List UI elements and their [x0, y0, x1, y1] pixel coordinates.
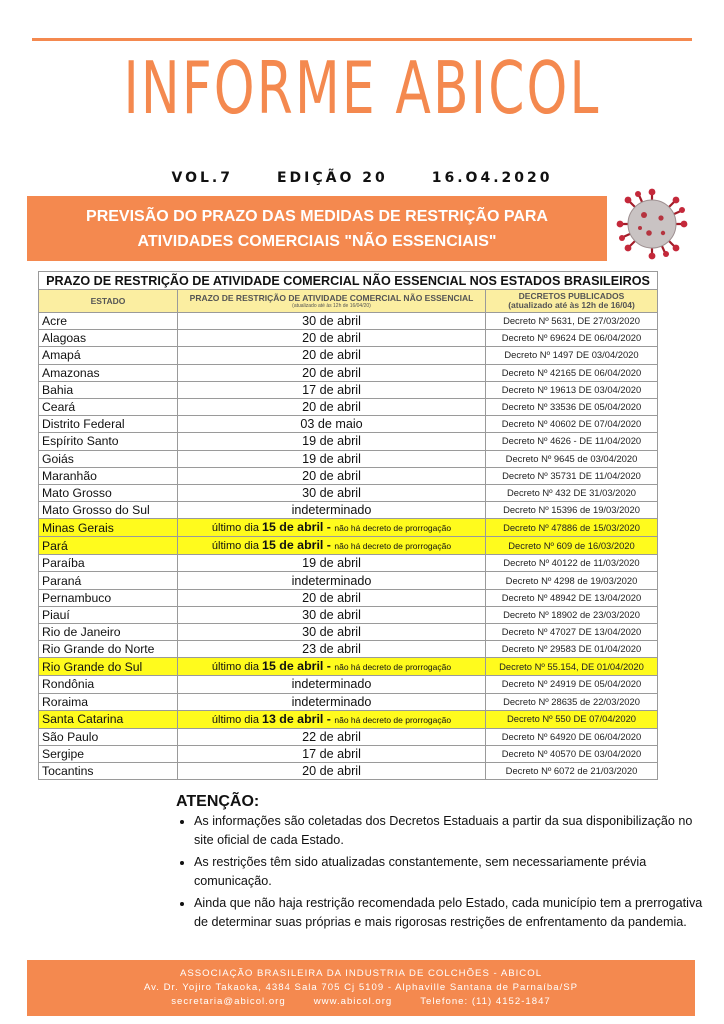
attention-heading: ATENÇÃO: [176, 793, 260, 810]
decree-cell: Decreto Nº 15396 de 19/03/2020 [486, 502, 658, 519]
prazo-cell [178, 537, 486, 555]
decree-cell: Decreto Nº 40570 DE 03/04/2020 [486, 745, 658, 762]
decree-cell: Decreto Nº 47027 DE 13/04/2020 [486, 624, 658, 641]
prazo-cell [178, 745, 486, 762]
prazo-value: indeterminado [291, 677, 372, 692]
prazo-value: 20 de abril [302, 590, 361, 605]
attention-item: • As informações são coletadas dos Decretos Estaduais a partir da sua disponibilização no site oficial de cada Estado. [194, 812, 704, 849]
header-decree: DECRETOS PUBLICADOS (atualizado até às 12h de 16/04) [486, 290, 658, 313]
state-cell: São Paulo [39, 728, 178, 745]
table-row [39, 433, 658, 450]
prazo-cell [178, 313, 486, 330]
prazo-value: 19 de abril [302, 451, 361, 466]
decree-cell: Decreto Nº 64920 DE 06/04/2020 [486, 728, 658, 745]
state-cell: Pará [39, 537, 178, 555]
table-row [39, 502, 658, 519]
prazo-cell [178, 433, 486, 450]
table-row [39, 676, 658, 693]
prazo-value: 20 de abril [302, 468, 361, 483]
prazo-cell [178, 763, 486, 780]
prazo-value: 30 de abril [302, 607, 361, 622]
banner-line-1: PREVISÃO DO PRAZO DAS MEDIDAS DE RESTRIÇÃO PARA [86, 208, 548, 225]
edition-date: 16.O4.2020 [431, 170, 553, 186]
prazo-value: 30 de abril [302, 314, 361, 329]
table-row [39, 710, 658, 728]
attention-item: • Ainda que não haja restrição recomendada pelo Estado, cada município tem a prerrogativa de determinar suas próprias e mais rigorosas restrições de enfrentamento da pandemia. [194, 894, 704, 931]
state-cell: Rio Grande do Sul [39, 658, 178, 676]
state-cell: Piauí [39, 606, 178, 623]
state-cell: Roraima [39, 693, 178, 710]
decree-cell: Decreto Nº 18902 de 23/03/2020 [486, 606, 658, 623]
table-row [39, 624, 658, 641]
decree-cell: Decreto Nº 550 DE 07/04/2020 [486, 710, 658, 728]
prazo-cell [178, 693, 486, 710]
decree-cell: Decreto Nº 5631, DE 27/03/2020 [486, 313, 658, 330]
decree-cell: Decreto Nº 28635 de 22/03/2020 [486, 693, 658, 710]
table-row [39, 693, 658, 710]
state-cell: Ceará [39, 398, 178, 415]
prazo-cell [178, 555, 486, 572]
decree-cell: Decreto Nº 33536 DE 05/04/2020 [486, 398, 658, 415]
footer-org: ASSOCIAÇÃO BRASILEIRA DA INDUSTRIA DE COLCHÕES - ABICOL [179, 968, 543, 979]
header-state: ESTADO [39, 290, 178, 313]
decree-cell: Decreto Nº 24919 DE 05/04/2020 [486, 676, 658, 693]
prazo-cell [178, 467, 486, 484]
footer-address: Av. Dr. Yojiro Takaoka, 4384 Sala 705 Cj 5109 - Alphaville Santana de Parnaíba/SP [143, 982, 579, 993]
table-row [39, 589, 658, 606]
edition-label: EDIÇÃO 20 [276, 170, 388, 186]
table-row [39, 330, 658, 347]
prazo-value: 22 de abril [302, 729, 361, 744]
state-cell: Rio de Janeiro [39, 624, 178, 641]
header-decree-note: (atualizado até às 12h de 16/04) [508, 300, 635, 310]
footer-phone: Telefone: (11) 4152-1847 [420, 996, 551, 1007]
prazo-value: indeterminado [291, 503, 372, 518]
table-row [39, 728, 658, 745]
prazo-date: 15 de abril - [262, 659, 335, 674]
edition-line [0, 170, 724, 186]
table-row [39, 467, 658, 484]
prazo-value: 20 de abril [302, 764, 361, 779]
prazo-cell [178, 606, 486, 623]
restriction-table [38, 271, 658, 780]
prazo-value: 17 de abril [302, 382, 361, 397]
state-cell: Paraíba [39, 555, 178, 572]
decree-cell: Decreto Nº 42165 DE 06/04/2020 [486, 364, 658, 381]
decree-cell: Decreto Nº 48942 DE 13/04/2020 [486, 589, 658, 606]
prazo-value: 20 de abril [302, 365, 361, 380]
footer [27, 960, 695, 1016]
prazo-value: 20 de abril [302, 400, 361, 415]
prazo-prefix: último dia [211, 713, 263, 726]
footer-contacts [27, 995, 695, 1009]
prazo-cell [178, 502, 486, 519]
state-cell: Distrito Federal [39, 416, 178, 433]
state-cell: Rondônia [39, 676, 178, 693]
banner-line-2: ATIVIDADES COMERCIAIS "NÃO ESSENCIAIS" [137, 233, 497, 250]
prazo-cell [178, 676, 486, 693]
state-cell: Amapá [39, 347, 178, 364]
state-cell: Alagoas [39, 330, 178, 347]
table-row [39, 572, 658, 589]
prazo-cell [178, 519, 486, 537]
prazo-value: 23 de abril [302, 642, 361, 657]
prazo-date: 13 de abril - [262, 711, 335, 726]
decree-cell: Decreto Nº 55.154, DE 01/04/2020 [486, 658, 658, 676]
table-row [39, 347, 658, 364]
prazo-cell [178, 450, 486, 467]
decree-cell: Decreto Nº 47886 de 15/03/2020 [486, 519, 658, 537]
header-prazo: PRAZO DE RESTRIÇÃO DE ATIVIDADE COMERCIAL NÃO ESSENCIAL (atualizado até às 12h de 16/04/20) [178, 290, 486, 313]
prazo-note: não há decreto de prorrogação [334, 541, 452, 552]
table-caption: PRAZO DE RESTRIÇÃO DE ATIVIDADE COMERCIAL NÃO ESSENCIAL NOS ESTADOS BRASILEIROS [39, 272, 658, 290]
prazo-value: 03 de maio [300, 417, 363, 432]
state-cell: Rio Grande do Norte [39, 641, 178, 658]
table-row [39, 450, 658, 467]
decree-cell: Decreto Nº 1497 DE 03/04/2020 [486, 347, 658, 364]
table-row [39, 484, 658, 501]
prazo-value: 20 de abril [302, 348, 361, 363]
attention-item: • As restrições têm sido atualizadas constantemente, sem necessariamente prévia comunicação. [194, 853, 704, 890]
volume-label: VOL.7 [171, 170, 233, 186]
page-title: INFORME ABICOL [123, 46, 601, 130]
coronavirus-icon [616, 188, 688, 260]
prazo-value: 19 de abril [302, 434, 361, 449]
decree-cell: Decreto Nº 35731 DE 11/04/2020 [486, 467, 658, 484]
prazo-cell [178, 330, 486, 347]
table-row [39, 606, 658, 623]
state-cell: Sergipe [39, 745, 178, 762]
state-cell: Paraná [39, 572, 178, 589]
table-row [39, 763, 658, 780]
table-row [39, 555, 658, 572]
attention-list [176, 812, 704, 936]
prazo-cell [178, 710, 486, 728]
prazo-cell [178, 381, 486, 398]
state-cell: Amazonas [39, 364, 178, 381]
table-row [39, 398, 658, 415]
table-row [39, 313, 658, 330]
table-row [39, 416, 658, 433]
table-row [39, 658, 658, 676]
prazo-value: indeterminado [291, 573, 372, 588]
state-cell: Goiás [39, 450, 178, 467]
state-cell: Espírito Santo [39, 433, 178, 450]
table-row [39, 381, 658, 398]
prazo-value: 30 de abril [302, 485, 361, 500]
decree-cell: Decreto Nº 40602 DE 07/04/2020 [486, 416, 658, 433]
state-cell: Tocantins [39, 763, 178, 780]
prazo-value: indeterminado [291, 694, 372, 709]
table-row [39, 641, 658, 658]
prazo-cell [178, 641, 486, 658]
prazo-note: não há decreto de prorrogação [334, 523, 452, 534]
prazo-cell [178, 484, 486, 501]
prazo-cell [178, 364, 486, 381]
prazo-date: 15 de abril - [262, 538, 335, 553]
top-rule [32, 38, 692, 41]
prazo-cell [178, 416, 486, 433]
decree-cell: Decreto Nº 4298 de 19/03/2020 [486, 572, 658, 589]
decree-cell: Decreto Nº 609 de 16/03/2020 [486, 537, 658, 555]
state-cell: Pernambuco [39, 589, 178, 606]
footer-site[interactable]: www.abicol.org [313, 996, 393, 1007]
state-cell: Mato Grosso do Sul [39, 502, 178, 519]
decree-cell: Decreto Nº 4626 - DE 11/04/2020 [486, 433, 658, 450]
table-row [39, 364, 658, 381]
prazo-cell [178, 572, 486, 589]
prazo-note: não há decreto de prorrogação [334, 714, 452, 725]
prazo-cell [178, 624, 486, 641]
decree-cell: Decreto Nº 432 DE 31/03/2020 [486, 484, 658, 501]
prazo-cell [178, 398, 486, 415]
state-cell: Santa Catarina [39, 710, 178, 728]
prazo-value: 19 de abril [302, 556, 361, 571]
state-cell: Minas Gerais [39, 519, 178, 537]
state-cell: Acre [39, 313, 178, 330]
prazo-value: 20 de abril [302, 331, 361, 346]
section-banner [27, 196, 607, 261]
prazo-cell [178, 347, 486, 364]
prazo-prefix: último dia [211, 540, 263, 553]
table-row [39, 519, 658, 537]
prazo-date: 15 de abril - [262, 520, 335, 535]
footer-email[interactable]: secretaria@abicol.org [171, 996, 286, 1007]
header-prazo-note: (atualizado até às 12h de 16/04/20) [292, 302, 371, 309]
prazo-value: 17 de abril [302, 747, 361, 762]
table-row [39, 745, 658, 762]
state-cell: Bahia [39, 381, 178, 398]
prazo-cell [178, 658, 486, 676]
state-cell: Mato Grosso [39, 484, 178, 501]
state-cell: Maranhão [39, 467, 178, 484]
decree-cell: Decreto Nº 69624 DE 06/04/2020 [486, 330, 658, 347]
prazo-cell [178, 728, 486, 745]
prazo-note: não há decreto de prorrogação [334, 662, 452, 673]
decree-cell: Decreto Nº 29583 DE 01/04/2020 [486, 641, 658, 658]
decree-cell: Decreto Nº 19613 DE 03/04/2020 [486, 381, 658, 398]
prazo-prefix: último dia [211, 661, 263, 674]
prazo-prefix: último dia [211, 522, 263, 535]
decree-cell: Decreto Nº 9645 de 03/04/2020 [486, 450, 658, 467]
prazo-value: 30 de abril [302, 625, 361, 640]
decree-cell: Decreto Nº 40122 de 11/03/2020 [486, 555, 658, 572]
table-row [39, 537, 658, 555]
decree-cell: Decreto Nº 6072 de 21/03/2020 [486, 763, 658, 780]
prazo-cell [178, 589, 486, 606]
